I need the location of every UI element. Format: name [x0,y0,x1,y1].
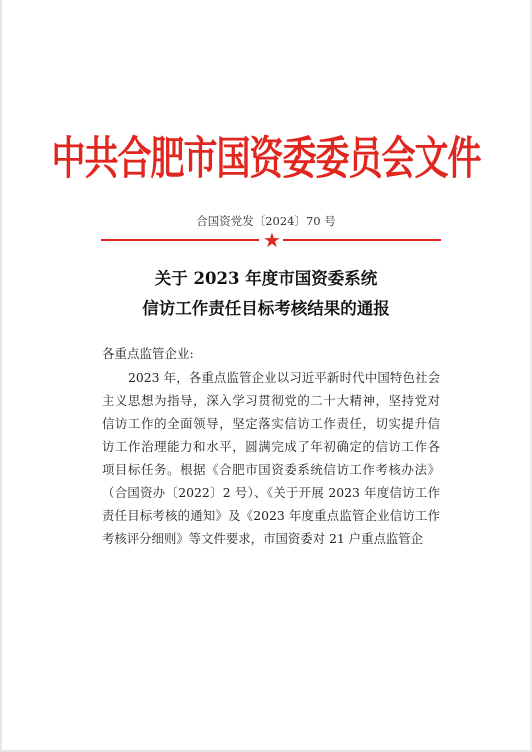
body-line: 2023 年，各重点监管企业以习近平新时代中国特色社会 [128,370,440,385]
document-number: 合国资党发〔2024〕70 号 [196,214,336,228]
body-line: 责任目标考核的通知》及《2023 年度重点监管企业信访工作 [102,508,440,523]
body-line: 考核评分细则》等文件要求，市国资委对 21 户重点监管企 [102,531,424,546]
body-line: 访工作治理能力和水平，圆满完成了年初确定的信访工作各 [102,439,440,454]
document-title-line-1: 关于 2023 年度市国资委系统 [154,269,378,288]
salutation: 各重点监管企业: [102,346,194,361]
body-line: 信访工作的全面领导，坚定落实信访工作责任，切实提升信 [102,416,440,431]
red-separator-right [283,239,441,241]
body-line: （合国资办〔2022〕2 号）、《关于开展 2023 年度信访工作 [102,485,440,500]
red-masthead: 中共合肥市国资委委员会文件 [51,132,481,186]
red-star-icon: ★ [263,228,281,252]
body-line: 主义思想为指导，深入学习贯彻党的二十大精神，坚持党对 [102,393,440,408]
page-edge-left [0,0,2,752]
red-separator-left [101,239,259,241]
document-title-line-2: 信访工作责任目标考核结果的通报 [142,299,390,318]
body-line: 项目标任务。根据《合肥市国资委系统信访工作考核办法》 [102,462,440,477]
